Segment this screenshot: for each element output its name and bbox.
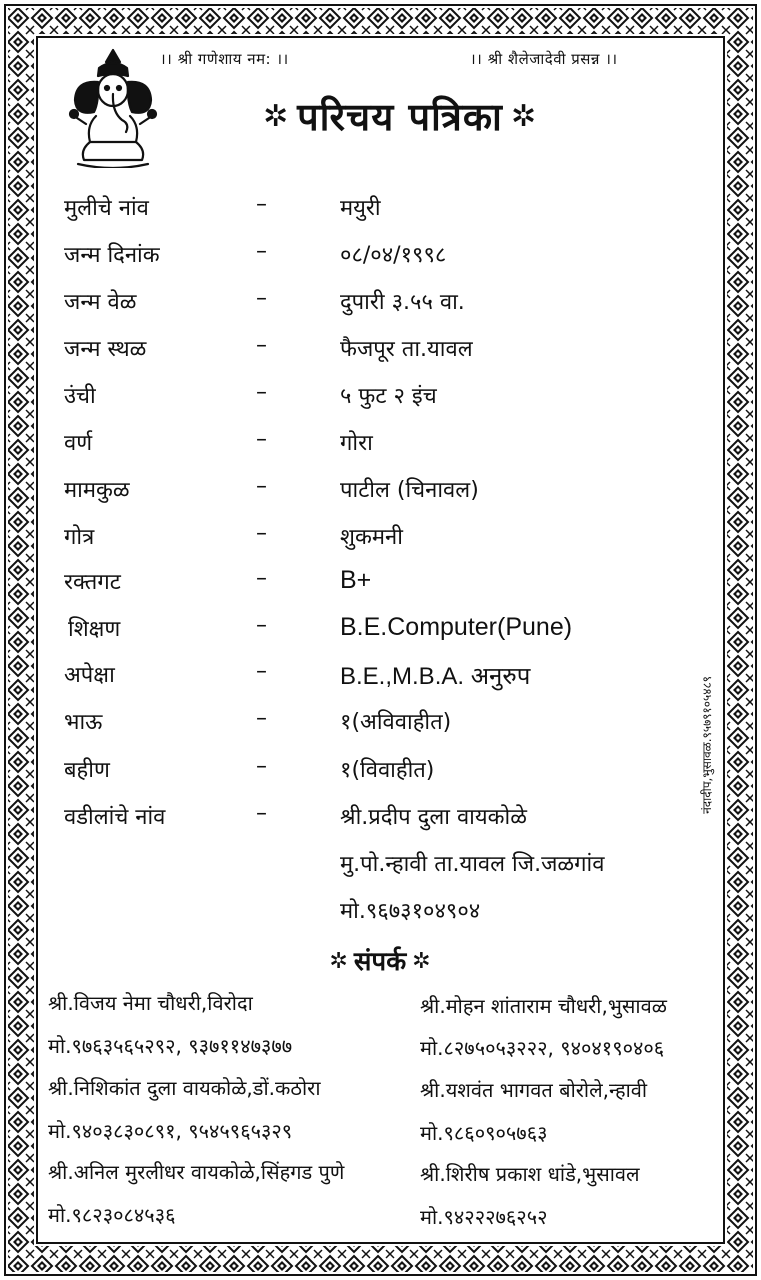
detail-dash: – xyxy=(256,754,267,779)
detail-dash: – xyxy=(256,659,267,684)
detail-dash: – xyxy=(256,474,267,499)
detail-dash: – xyxy=(256,613,267,638)
detail-value: दुपारी ३.५५ वा. xyxy=(340,290,465,315)
contact-phone: मो.९४०३८३०८९१, ९५४५९६५३२९ xyxy=(48,1119,293,1143)
contact-star-left-icon: ✲ xyxy=(329,949,348,974)
father-address: मु.पो.न्हावी ता.यावल जि.जळगांव xyxy=(340,852,605,877)
detail-dash: – xyxy=(256,521,267,546)
detail-row-birth-time xyxy=(0,286,761,326)
ganesha-icon xyxy=(66,46,160,168)
detail-row-gotra xyxy=(0,521,761,561)
invocation-devi: ।। श्री शैलेजादेवी प्रसन्न ।। xyxy=(470,50,618,68)
detail-value: B.E.Computer(Pune) xyxy=(340,613,573,641)
detail-label: उंची xyxy=(64,384,96,409)
contact-name: श्री.अनिल मुरलीधर वायकोळे,सिंहगड पुणे xyxy=(48,1160,345,1184)
detail-row-sister xyxy=(0,754,761,794)
detail-label: मुलीचे नांव xyxy=(64,196,149,221)
detail-value: मयुरी xyxy=(340,196,381,221)
detail-label: वर्ण xyxy=(64,431,93,456)
detail-row-education xyxy=(0,613,761,653)
contact-phone: मो.८२७५०५३२२२, ९४०४१९०४०६ xyxy=(420,1036,665,1060)
detail-value: १(अविवाहीत) xyxy=(340,710,452,735)
printer-note xyxy=(698,676,716,896)
contact-star-right-icon: ✲ xyxy=(412,949,431,974)
detail-value: गोरा xyxy=(340,431,373,456)
contact-name: श्री.मोहन शांताराम चौधरी,भुसावळ xyxy=(420,994,667,1018)
detail-value: १(विवाहीत) xyxy=(340,758,435,783)
detail-value: फैजपूर ता.यावल xyxy=(340,337,473,362)
detail-row-expectation xyxy=(0,659,761,699)
contact-phone: मो.९८६०९०५७६३ xyxy=(420,1121,548,1145)
detail-dash: – xyxy=(256,192,267,217)
detail-label: गोत्र xyxy=(64,525,95,550)
detail-row-birth-date xyxy=(0,239,761,279)
contact-name: श्री.विजय नेमा चौधरी,विरोदा xyxy=(48,991,253,1015)
title-star-left-icon: ✲ xyxy=(262,99,290,134)
contact-name: श्री.यशवंत भागवत बोरोले,न्हावी xyxy=(420,1078,648,1102)
page-title xyxy=(200,90,600,142)
detail-value: ५ फुट २ इंच xyxy=(340,384,437,409)
contact-phone: मो.९८२३०८४५३६ xyxy=(48,1203,176,1227)
detail-label: भाऊ xyxy=(64,710,103,735)
title-text: परिचय पत्रिका xyxy=(297,95,503,139)
detail-label: जन्म स्थळ xyxy=(64,337,147,362)
detail-dash: – xyxy=(256,286,267,311)
contact-phone: मो.९४२२२७६२५२ xyxy=(420,1205,548,1229)
detail-row-maternal-family xyxy=(0,474,761,514)
detail-label: अपेक्षा xyxy=(64,663,115,688)
detail-label: शिक्षण xyxy=(68,617,121,642)
detail-dash: – xyxy=(256,566,267,591)
detail-label: मामकुळ xyxy=(64,478,130,503)
detail-dash: – xyxy=(256,706,267,731)
detail-row-height xyxy=(0,380,761,420)
title-star-right-icon: ✲ xyxy=(510,99,538,134)
contact-name: श्री.निशिकांत दुला वायकोळे,डों.कठोरा xyxy=(48,1076,321,1100)
detail-row-complexion xyxy=(0,427,761,467)
invocation-ganesha: ।। श्री गणेशाय नम: ।। xyxy=(160,50,289,68)
father-phone: मो.९६७३१०४९०४ xyxy=(340,899,481,924)
detail-row-name xyxy=(0,192,761,232)
detail-label: बहीण xyxy=(64,758,110,783)
detail-label: वडीलांचे नांव xyxy=(64,805,166,830)
detail-row-father-name xyxy=(0,801,761,841)
detail-dash: – xyxy=(256,333,267,358)
detail-label: जन्म दिनांक xyxy=(64,243,160,268)
contact-phone: मो.९७६३५६५२९२, ९३७११४७३७७ xyxy=(48,1034,293,1058)
printer-note-text: नंदादीप,भुसावळ.९५७९१०५४८९ xyxy=(700,676,714,814)
detail-value: शुकमनी xyxy=(340,525,403,550)
detail-value: पाटील (चिनावल) xyxy=(340,478,479,503)
detail-dash: – xyxy=(256,427,267,452)
contact-heading-text: संपर्क xyxy=(353,947,407,977)
detail-value: B+ xyxy=(340,566,372,594)
detail-dash: – xyxy=(256,239,267,264)
detail-value: ०८/०४/१९९८ xyxy=(340,243,447,268)
detail-label: जन्म वेळ xyxy=(64,290,137,315)
detail-dash: – xyxy=(256,801,267,826)
detail-value: B.E.,M.B.A. अनुरुप xyxy=(340,663,531,690)
detail-dash: – xyxy=(256,380,267,405)
contact-heading xyxy=(270,942,490,978)
detail-label: रक्तगट xyxy=(64,570,121,595)
detail-row-blood-group xyxy=(0,566,761,606)
detail-row-birth-place xyxy=(0,333,761,373)
detail-row-brother xyxy=(0,706,761,746)
contact-name: श्री.शिरीष प्रकाश धांडे,भुसावल xyxy=(420,1162,640,1186)
detail-value: श्री.प्रदीप दुला वायकोळे xyxy=(340,805,527,830)
